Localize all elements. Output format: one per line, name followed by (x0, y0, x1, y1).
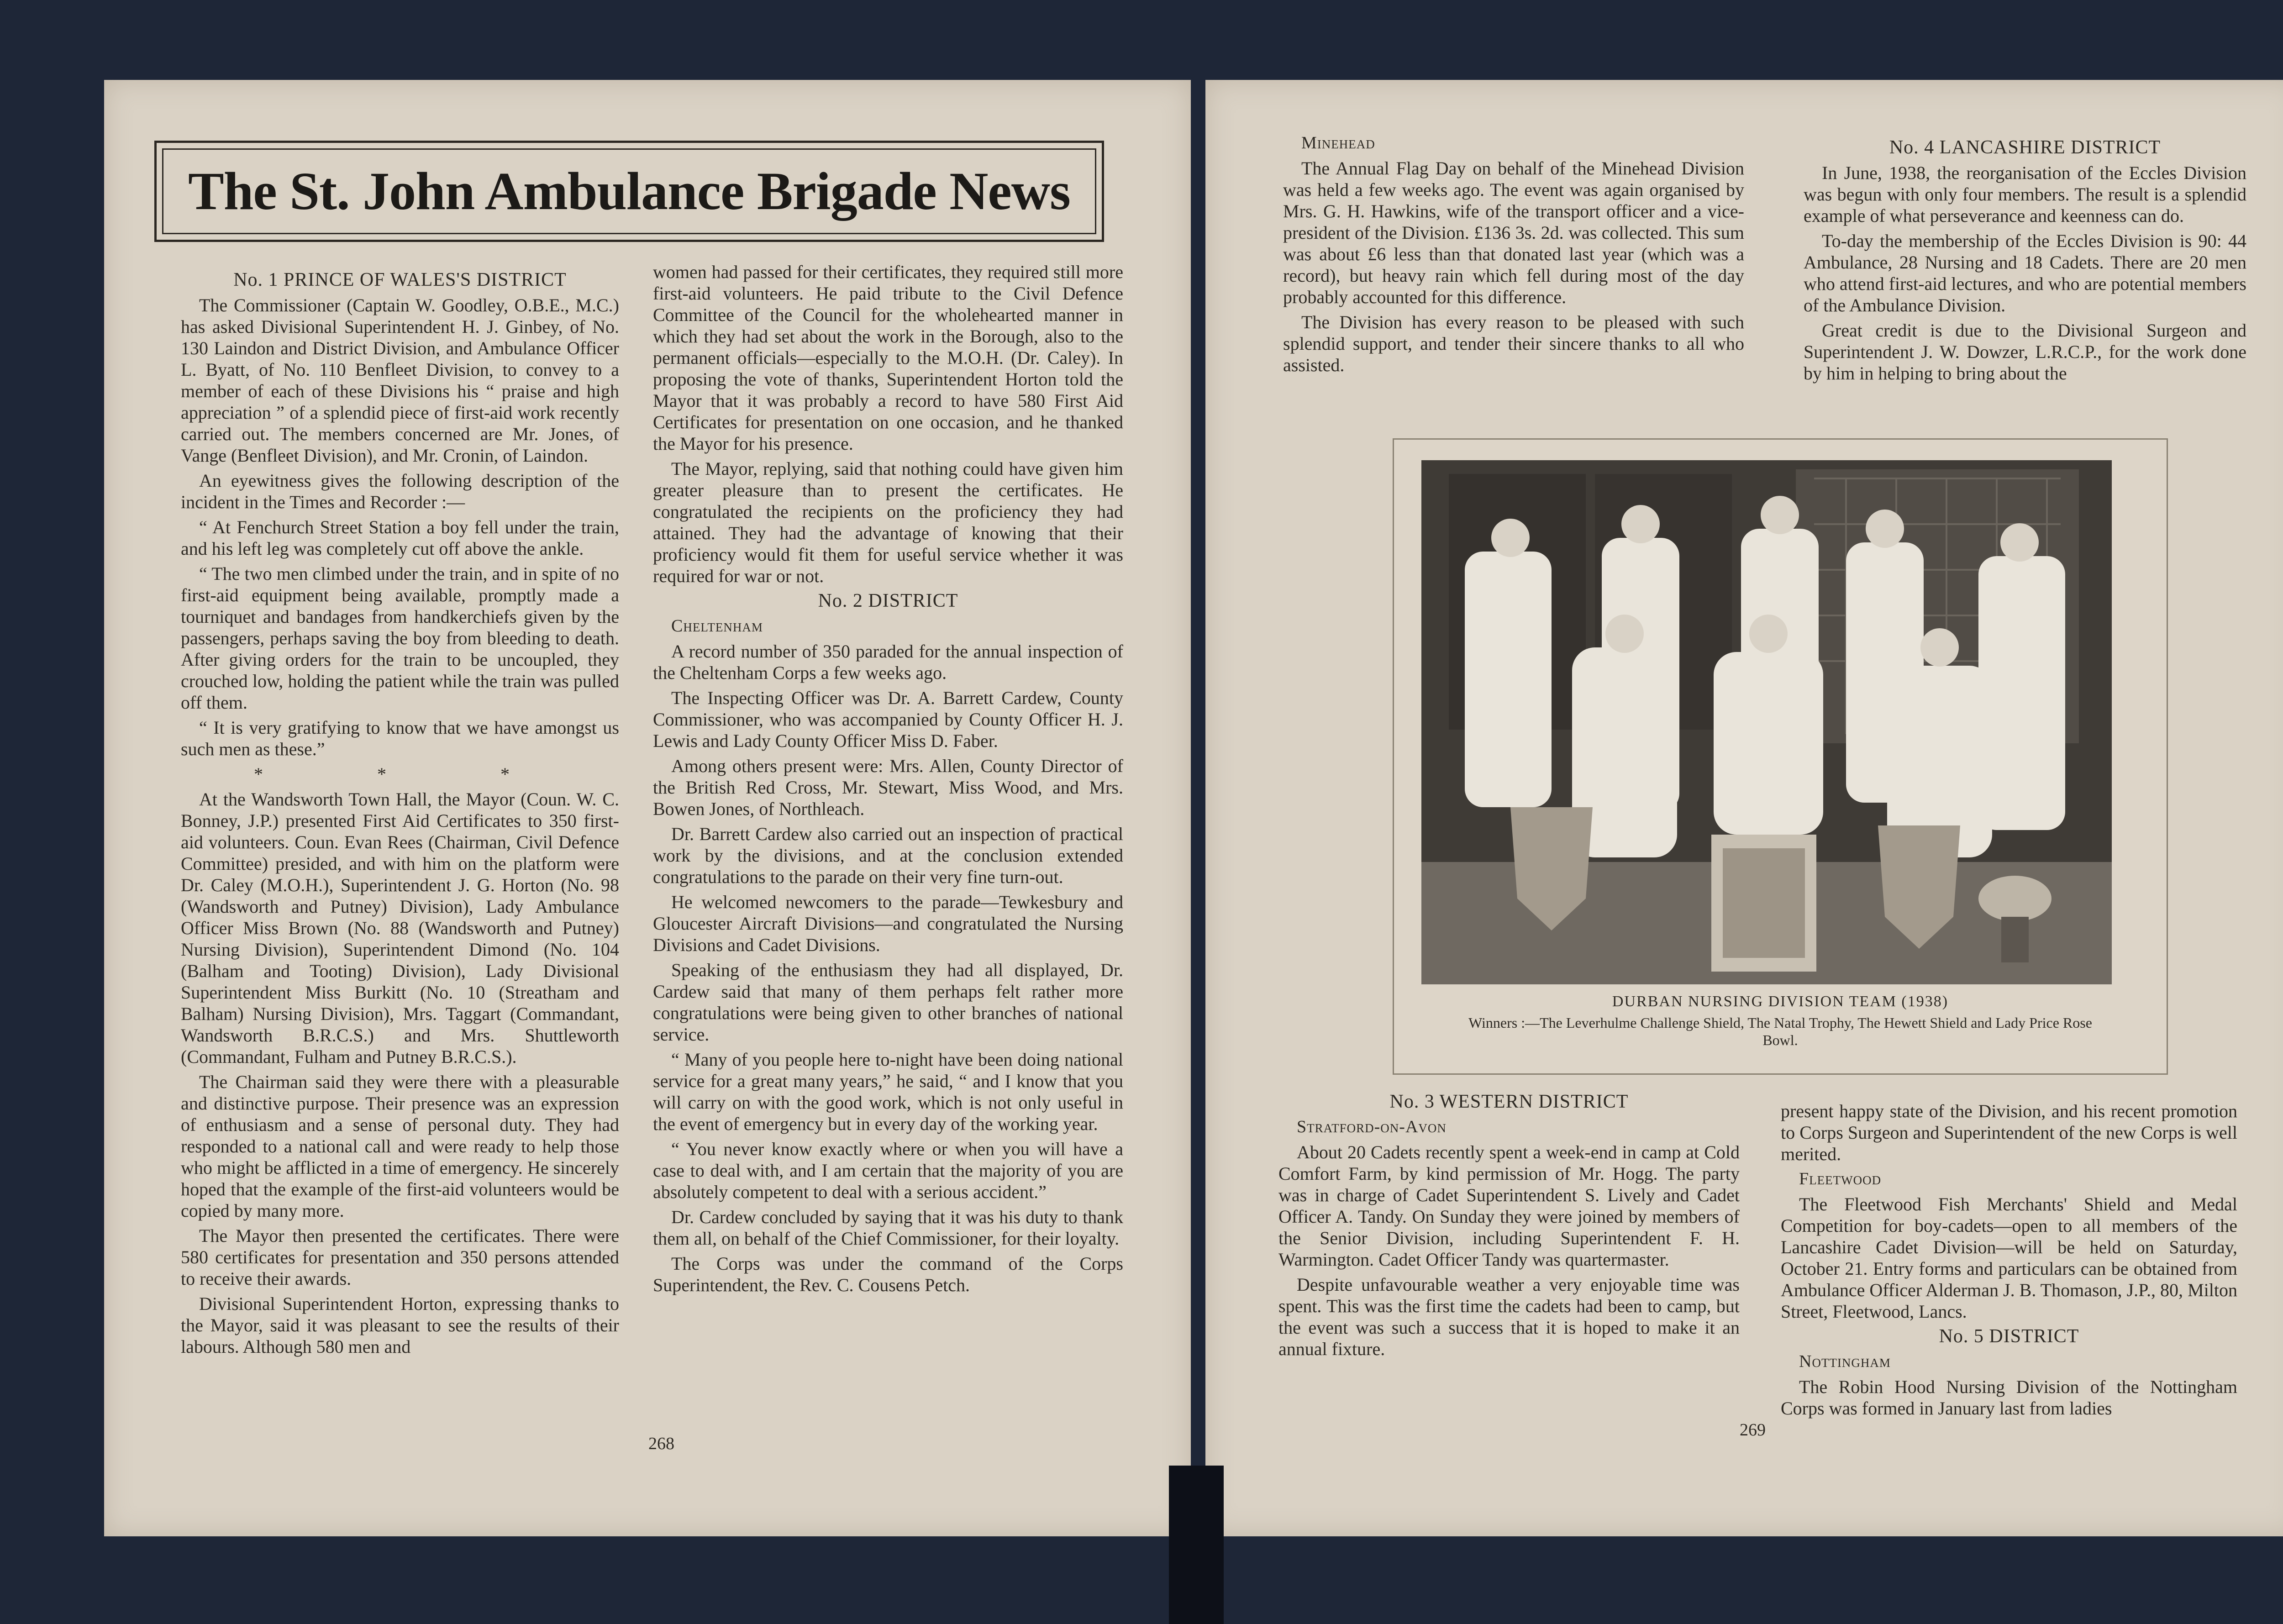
paragraph: present happy state of the Division, and his recent promotion to Corps Surgeon and Superintendent of the new Corps is well merited. (1781, 1101, 2237, 1164)
team-photograph (1421, 460, 2112, 984)
page-number: 268 (648, 1434, 674, 1453)
place-subheading: Fleetwood (1799, 1169, 1882, 1188)
paragraph: “ The two men climbed under the train, and in spite of no first-aid equipment being available, promptly made a tourniquet and bandages from handkerchiefs given by the passengers, perhaps saving the boy from bleeding to death. After giving orders for the train to be uncoupled, they crouched low, holding the patient while the train was pulled off them. (181, 563, 619, 713)
paragraph: The Commissioner (Captain W. Goodley, O.B.E., M.C.) has asked Divisional Superintendent H. J. Ginbey, of No. 130 Laindon and District Division, and Ambulance Officer L. Byatt, of No. 110 Benfleet Division, to convey to a member of each of these Divisions his “ praise and high appreciation ” of a splendid piece of first-aid work recently carried out. The members concerned are Mr. Jones, of Vange (Benfleet Division), and Mr. Cronin, of Laindon. (181, 295, 619, 466)
right-column-2 (1804, 137, 2246, 388)
book-spine (1169, 1466, 1224, 1624)
paragraph: He welcomed newcomers to the parade—Tewkesbury and Gloucester Aircraft Divisions—and congratulated the Nursing Divisions and Cadet Divisions. (653, 892, 1123, 955)
right-column-1 (1283, 132, 1744, 379)
paragraph: In June, 1938, the reorganisation of the Eccles Division was begun with only four members. The result is a splendid example of what perseverance and keenness can do. (1804, 163, 2246, 226)
paragraph: The Fleetwood Fish Merchants' Shield and Medal Competition for boy-cadets—open to all members of the Lancashire Cadet Division—will be held on Saturday, October 21. Entry forms and particulars can be obtained from Ambulance Officer Alderman J. B. Thomason, J.P., 80, Milton Street, Fleetwood, Lancs. (1781, 1194, 2237, 1322)
paragraph: The Chairman said they were there with a pleasurable and distinctive purpose. Their presence was an expression of enthusiasm and a sense of personal duty. They had responded to a national call and were ready to help those who might be afflicted in a time of emergency. He sincerely hoped that the example of the first-aid volunteers would be copied by many more. (181, 1072, 619, 1221)
paragraph: “ You never know exactly where or when you will have a case to deal with, and I am certain that the majority of you are absolutely competent to deal with a serious accident.” (653, 1139, 1123, 1202)
paragraph: Dr. Barrett Cardew also carried out an inspection of practical work by the divisions, and at the conclusion extended congratulations to the parade on their very fine turn-out. (653, 824, 1123, 887)
paragraph: A record number of 350 paraded for the annual inspection of the Cheltenham Corps a few weeks ago. (653, 641, 1123, 683)
paragraph: Among others present were: Mrs. Allen, County Director of the British Red Cross, Mr. Stewart, Miss Wood, and Mrs. Bowen Jones, of Northleach. (653, 756, 1123, 819)
paragraph: The Robin Hood Nursing Division of the Nottingham Corps was formed in January last from ladies (1781, 1377, 2237, 1419)
nursing-team-image (1421, 460, 2112, 984)
paragraph: Despite unfavourable weather a very enjoyable time was spent. This was the first time the cadets had been to camp, but the event was such a success that it is hoped to make it an annual fixture. (1278, 1274, 1740, 1359)
right-column-4 (1781, 1100, 2237, 1423)
paragraph: Great credit is due to the Divisional Surgeon and Superintendent J. W. Dowzer, L.R.C.P., for the work done by him in helping to bring about the (1804, 320, 2246, 384)
paragraph: The Annual Flag Day on behalf of the Minehead Division was held a few weeks ago. The event was again organised by Mrs. G. H. Hawkins, wife of the transport officer and a vice-president of the Division. £136 3s. 2d. was collected. This sum was about £6 less than that donated last year (which was a record), but heavy rain which fell during most of the day probably accounted for this difference. (1283, 158, 1744, 307)
masthead-title: The St. John Ambulance Brigade News (188, 161, 1070, 221)
paragraph: Divisional Superintendent Horton, expressing thanks to the Mayor, said it was pleasant to see the results of their labours. Although 580 men and (181, 1293, 619, 1357)
place-subheading: Cheltenham (671, 616, 763, 636)
paragraph: To-day the membership of the Eccles Division is 90: 44 Ambulance, 28 Nursing and 18 Cadets. There are 20 men who attend first-aid lectures, and who are potential members of the Ambulance Division. (1804, 231, 2246, 315)
place-subheading: Stratford-on-Avon (1297, 1117, 1447, 1136)
paragraph: The Inspecting Officer was Dr. A. Barrett Cardew, County Commissioner, who was accompanied by County Officer H. J. Lewis and Lady County Officer Miss D. Faber. (653, 688, 1123, 751)
paragraph: An eyewitness gives the following description of the incident in the Times and Recorder :— (181, 470, 619, 512)
paragraph: Speaking of the enthusiasm they had all displayed, Dr. Cardew said that many of them perhaps felt rather more congratulations were being given to other branches of national service. (653, 960, 1123, 1045)
place-subheading: Nottingham (1799, 1352, 1891, 1371)
photo-caption: Winners :—The Leverhulme Challenge Shield, The Natal Trophy, The Hewett Shield and Lady Price Rose Bowl. (1468, 1014, 2092, 1048)
section-heading: No. 3 WESTERN DISTRICT (1389, 1091, 1629, 1112)
paragraph: women had passed for their certificates, they required still more first-aid volunteers. He paid tribute to the Civil Defence Committee of the Council for the wholehearted manner in which they had set about the work in the Borough, also to the permanent officials—especially to the M.O.H. (Dr. Caley). In proposing the vote of thanks, Superintendent Horton told the Mayor that it was probably a record to have 580 First Aid Certificates for presentation on one occasion, and he thanked the Mayor for his presence. (653, 262, 1123, 454)
left-column-2 (653, 261, 1123, 1299)
masthead-inner-border (162, 148, 1096, 234)
section-heading: No. 2 DISTRICT (818, 590, 958, 611)
paragraph: Dr. Cardew concluded by saying that it was his duty to thank them all, on behalf of the Chief Commissioner, for their loyalty. (653, 1207, 1123, 1249)
paragraph: The Corps was under the command of the Corps Superintendent, the Rev. C. Cousens Petch. (653, 1253, 1123, 1295)
section-heading: No. 5 DISTRICT (1939, 1326, 2079, 1347)
photo-frame (1393, 438, 2168, 1075)
paragraph: The Division has every reason to be pleased with such splendid support, and tender their sincere thanks to all who assisted. (1283, 312, 1744, 375)
paragraph: At the Wandsworth Town Hall, the Mayor (Coun. W. C. Bonney, J.P.) presented First Aid Certificates to 350 first-aid volunteers. Coun. Evan Rees (Chairman, Civil Defence Committee) presided, and with him on the platform were Dr. Caley (M.O.H.), Superintendent J. G. Horton (No. 98 (Wandsworth and Putney) Division), Lady Ambulance Officer Miss Brown (No. 88 (Wandsworth and Putney) Nursing Division), Superintendent Dimond (No. 104 (Balham and Tooting) Division), Lady Divisional Superintendent Miss Burkitt (No. 10 (Streatham and Balham) Nursing Division), Mrs. Taggart (Commandant, Wandsworth B.R.C.S.) and Mrs. Shuttleworth (Commandant, Fulham and Putney B.R.C.S.). (181, 789, 619, 1067)
place-subheading: Minehead (1301, 133, 1375, 152)
paragraph: The Mayor then presented the certificates. There were 580 certificates for presentation and 350 persons attended to receive their awards. (181, 1225, 619, 1289)
section-separator: * * * (254, 764, 564, 784)
masthead-box (154, 141, 1104, 242)
left-column-1 (181, 269, 619, 1361)
section-heading: No. 1 PRINCE OF WALES'S DISTRICT (233, 269, 567, 290)
paragraph: “ Many of you people here to-night have been doing national service for a great many years,” he said, “ and I know that you will carry on with the good work, which is not only useful in the event of emergency but in every day of the working year. (653, 1049, 1123, 1134)
paragraph: “ It is very gratifying to know that we have amongst us such men as these.” (181, 717, 619, 759)
photo-title: DURBAN NURSING DIVISION TEAM (1938) (1612, 993, 1949, 1010)
paragraph: “ At Fenchurch Street Station a boy fell under the train, and his left leg was completely cut off above the ankle. (181, 517, 619, 559)
right-column-3 (1278, 1091, 1740, 1363)
paragraph: About 20 Cadets recently spent a week-end in camp at Cold Comfort Farm, by kind permission of Mr. Hogg. The party was in charge of Cadet Superintendent S. Lively and Cadet Officer A. Tandy. On Sunday they were joined by members of the Senior Division, including Superintendent F. H. Warmington. Cadet Officer Tandy was quartermaster. (1278, 1142, 1740, 1270)
page-number: 269 (1740, 1420, 1766, 1440)
paragraph: The Mayor, replying, said that nothing could have given him greater pleasure than to present the certificates. He congratulated the recipients on the proficiency they had attained. They had the advantage of knowing that their proficiency would fit them for useful service whether it was required for war or not. (653, 458, 1123, 586)
section-heading: No. 4 LANCASHIRE DISTRICT (1889, 137, 2161, 158)
